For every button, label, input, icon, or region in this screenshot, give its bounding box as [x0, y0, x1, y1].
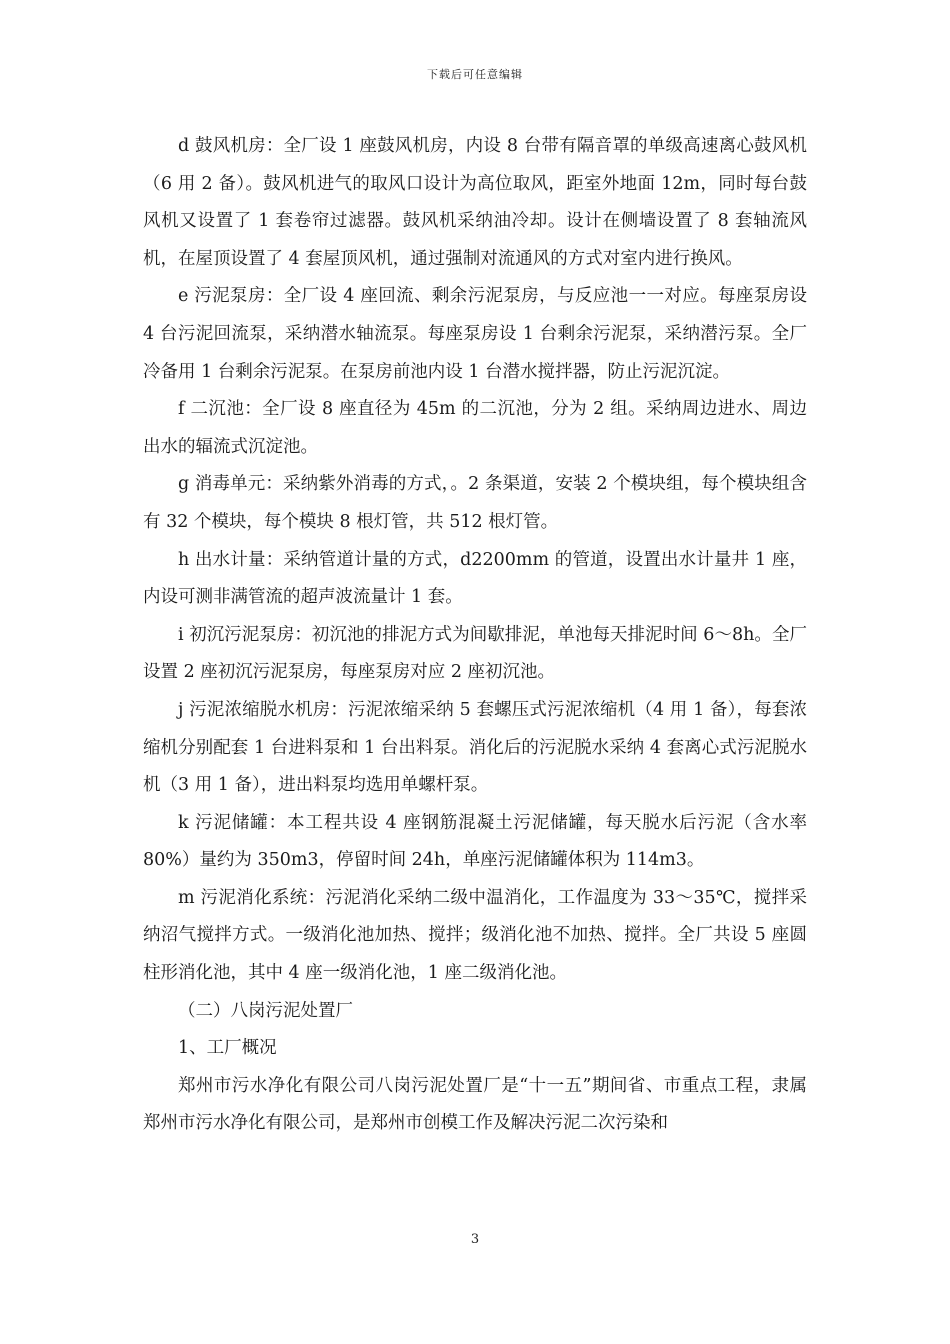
page-header: 下载后可任意编辑 [427, 68, 523, 81]
paragraph-sludge-storage-tank: k 污泥储罐：本工程共设 4 座钢筋混凝土污泥储罐，每天脱水后污泥（含水率 80%）量约为 350m3，停留时间 24h，单座污泥储罐体积为 114m3。 [143, 812, 807, 871]
paragraph-sludge-pump-room: e 污泥泵房：全厂设 4 座回流、剩余污泥泵房，与反应池一一对应。每座泵房设 4 台污泥回流泵，采纳潜水轴流泵。每座泵房设 1 台剩余污泥泵，采纳潜污泵。全厂冷备用 1 台剩余污泥泵。在泵房前池内设 1 台潜水搅拌器，防止污泥沉淀。 [143, 286, 807, 382]
paragraph-blower-room: d 鼓风机房：全厂设 1 座鼓风机房，内设 8 台带有隔音罩的单级高速离心鼓风机（6 用 2 备）。鼓风机进气的取风口设计为高位取风，距室外地面 12m，同时每台鼓风机又设置了 1 套卷帘过滤器。鼓风机采纳油冷却。设计在侧墙设置了 8 套轴流风机，在屋顶设置了 4 套屋顶风机，通过强制对流通风的方式对室内进行换风。 [143, 136, 807, 269]
paragraph-effluent-metering: h 出水计量：采纳管道计量的方式，d2200mm 的管道，设置出水计量井 1 座，内设可测非满管流的超声波流量计 1 套。 [143, 549, 807, 608]
paragraph-plant-overview: 郑州市污水净化有限公司八岗污泥处置厂是“十一五”期间省、市重点工程，隶属郑州市污水净化有限公司，是郑州市创模工作及解决污泥二次污染和 [143, 1075, 807, 1134]
paragraph-disinfection-unit: g 消毒单元：采纳紫外消毒的方式，。2 条渠道，安装 2 个模块组，每个模块组含有 32 个模块，每个模块 8 根灯管，共 512 根灯管。 [143, 474, 807, 532]
page-number: 3 [470, 1232, 480, 1247]
paragraph-primary-sludge-pump-room: i 初沉污泥泵房：初沉池的排泥方式为间歇排泥，单池每天排泥时间 6～8h。全厂设置 2 座初沉污泥泵房，每座泵房对应 2 座初沉池。 [143, 624, 807, 683]
paragraph-secondary-clarifier: f 二沉池：全厂设 8 座直径为 45m 的二沉池，分为 2 组。采纳周边进水、周边出水的辐流式沉淀池。 [143, 399, 807, 457]
subsection-heading-overview: 1、工厂概况 [178, 1038, 277, 1059]
paragraph-thickening-dewatering-room: j 污泥浓缩脱水机房：污泥浓缩采纳 5 套螺压式污泥浓缩机（4 用 1 备），每套浓缩机分别配套 1 台进料泵和 1 台出料泵。消化后的污泥脱水采纳 4 套离心式污泥脱水机（3 用 1 备），进出料泵均选用单螺杆泵。 [143, 699, 807, 796]
document-body [143, 128, 807, 1143]
paragraph-sludge-digestion-system: m 污泥消化系统：污泥消化采纳二级中温消化，工作温度为 33～35℃，搅拌采纳沼气搅拌方式。一级消化池加热、搅拌；级消化池不加热、搅拌。全厂共设 5 座圆柱形消化池，其中 4 座一级消化池，1 座二级消化池。 [143, 887, 807, 984]
section-heading-bagang-plant: （二）八岗污泥处置厂 [178, 1000, 353, 1021]
